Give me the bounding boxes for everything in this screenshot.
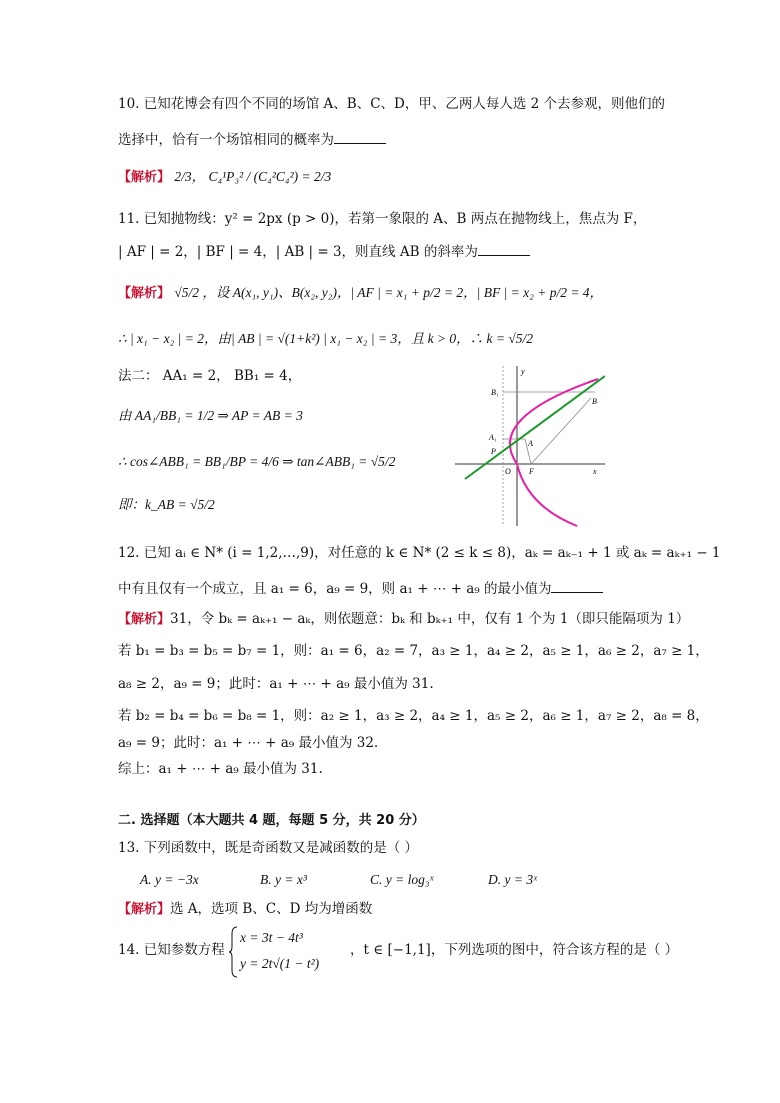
q13-option-b: B. y = x³ xyxy=(260,872,307,887)
q12-sol1-text: 31，令 bₖ = aₖ₊₁ − aₖ，则依题意：bₖ 和 bₖ₊₁ 中，仅有 1 个为 1（即只能隔项为 1） xyxy=(170,611,690,627)
label-p: P xyxy=(491,447,496,456)
q12-sol4: 若 b₂ = b₄ = b₆ = b₈ = 1，则：a₂ ≥ 1，a₃ ≥ 2，a₄ ≥ 1，a₅ ≥ 2，a₆ ≥ 1，a₇ ≥ 2，a₈ = 8， xyxy=(118,708,709,724)
q14-eq2: y = 2t√(1 − t²) xyxy=(240,956,320,971)
q10-answer-tag: 【解析】 xyxy=(118,170,171,185)
label-a1: A₁ xyxy=(489,433,497,442)
q10-line2 xyxy=(118,131,386,148)
q11-line1: 11. 已知抛物线：y² = 2px (p > 0)，若第一象限的 A、B 两点在抛物线上，焦点为 F， xyxy=(118,211,647,227)
label-b1: B₁ xyxy=(491,388,499,397)
q13-line1: 13. 下列函数中，既是奇函数又是减函数的是（ ） xyxy=(118,840,419,856)
q12-sol6: 综上：a₁ + ⋯ + a₉ 最小值为 31. xyxy=(118,761,323,777)
q11-answer-tag: 【解析】 xyxy=(118,286,171,301)
q11-answer-blank xyxy=(478,243,530,256)
q14-brace xyxy=(228,926,238,978)
q12-answer-tag: 【解析】 xyxy=(118,612,171,627)
q12-answer-blank xyxy=(551,580,603,593)
section-title: 二. 选择题（本大题共 4 题，每题 5 分，共 20 分） xyxy=(118,813,425,828)
q11-line2 xyxy=(118,243,530,260)
label-y: y xyxy=(521,367,525,376)
q12-sol3: a₈ ≥ 2，a₉ = 9；此时：a₁ + ⋯ + a₉ 最小值为 31. xyxy=(118,676,434,692)
q14-eq1: x = 3t − 4t³ xyxy=(240,930,303,945)
label-x: x xyxy=(593,467,597,476)
q12-line1: 12. 已知 aᵢ ∈ N* (i = 1,2,…,9)，对任意的 k ∈ N* (2 ≤ k ≤ 8)，aₖ = aₖ₋₁ + 1 或 aₖ = aₖ₊₁ − 1 xyxy=(118,545,721,561)
q10-answer: 2/3， C₄¹P₃² / (C₄²C₄²) = 2/3 xyxy=(174,169,332,184)
q10-solution xyxy=(118,170,331,185)
q13-answer-tag: 【解析】 xyxy=(118,902,171,917)
q10-line2-text: 选择中，恰有一个场馆相同的概率为 xyxy=(118,132,334,148)
q14-suffix: ，t ∈ [−1,1]，下列选项的图中，符合该方程的是（ ） xyxy=(350,942,679,958)
q14-prefix: 14. 已知参数方程 xyxy=(118,942,225,958)
q12-sol1 xyxy=(118,613,689,627)
label-b: B xyxy=(592,397,597,406)
q10-line1: 10. 已知花博会有四个不同的场馆 A、B、C、D，甲、乙两人每人选 2 个去参观，则他们的 xyxy=(118,96,666,112)
q12-line2 xyxy=(118,580,603,597)
q11-sol1-text: √5/2 ，设 A(x₁, y₁)、B(x₂, y₂)，| AF | = x₁ + p/2 = 2，| BF | = x₂ + p/2 = 4， xyxy=(174,285,604,300)
q11-line2-text: | AF | = 2，| BF | = 4，| AB | = 3，则直线 AB 的斜率为 xyxy=(118,244,478,260)
q13-answer: 选 A，选项 B、C、D 均为增函数 xyxy=(170,901,373,917)
q13-solution xyxy=(118,903,372,917)
q11-sol5: ∴ cos∠ABB₁ = BB₁/BP = 4/6 ⇒ tan∠ABB₁ = √5/2 xyxy=(118,454,396,469)
parabola-graph xyxy=(455,366,605,528)
q10-answer-blank xyxy=(334,131,386,144)
q13-option-a: A. y = −3x xyxy=(140,872,199,887)
q11-sol2: ∴ | x₁ − x₂ | = 2，由| AB | = √(1+k²) | x₁ − x₂ | = 3，且 k > 0，∴ k = √5/2 xyxy=(118,331,534,346)
q13-option-d: D. y = 3ˣ xyxy=(488,872,537,887)
q11-sol4: 由 AA₁/BB₁ = 1/2 ⇒ AP = AB = 3 xyxy=(118,408,303,423)
q12-sol5: a₉ = 9；此时：a₁ + ⋯ + a₉ 最小值为 32. xyxy=(118,735,379,751)
q12-sol2: 若 b₁ = b₃ = b₅ = b₇ = 1，则：a₁ = 6，a₂ = 7，a₃ ≥ 1，a₄ ≥ 2，a₅ ≥ 1，a₆ ≥ 2，a₇ ≥ 1， xyxy=(118,643,709,659)
q11-sol3: 法二： AA₁ = 2， BB₁ = 4， xyxy=(118,368,302,384)
q11-sol6: 即：k_AB = √5/2 xyxy=(118,497,215,512)
q12-line2-text: 中有且仅有一个成立，且 a₁ = 6，a₉ = 9，则 a₁ + ⋯ + a₉ 的最小值为 xyxy=(118,581,552,597)
label-a: A xyxy=(528,439,533,448)
label-o: O xyxy=(505,467,511,476)
label-f: F xyxy=(529,467,534,476)
q13-option-c: C. y = log₃ˣ xyxy=(370,872,434,887)
q11-sol1 xyxy=(118,286,603,301)
parabola-curve xyxy=(510,379,598,526)
